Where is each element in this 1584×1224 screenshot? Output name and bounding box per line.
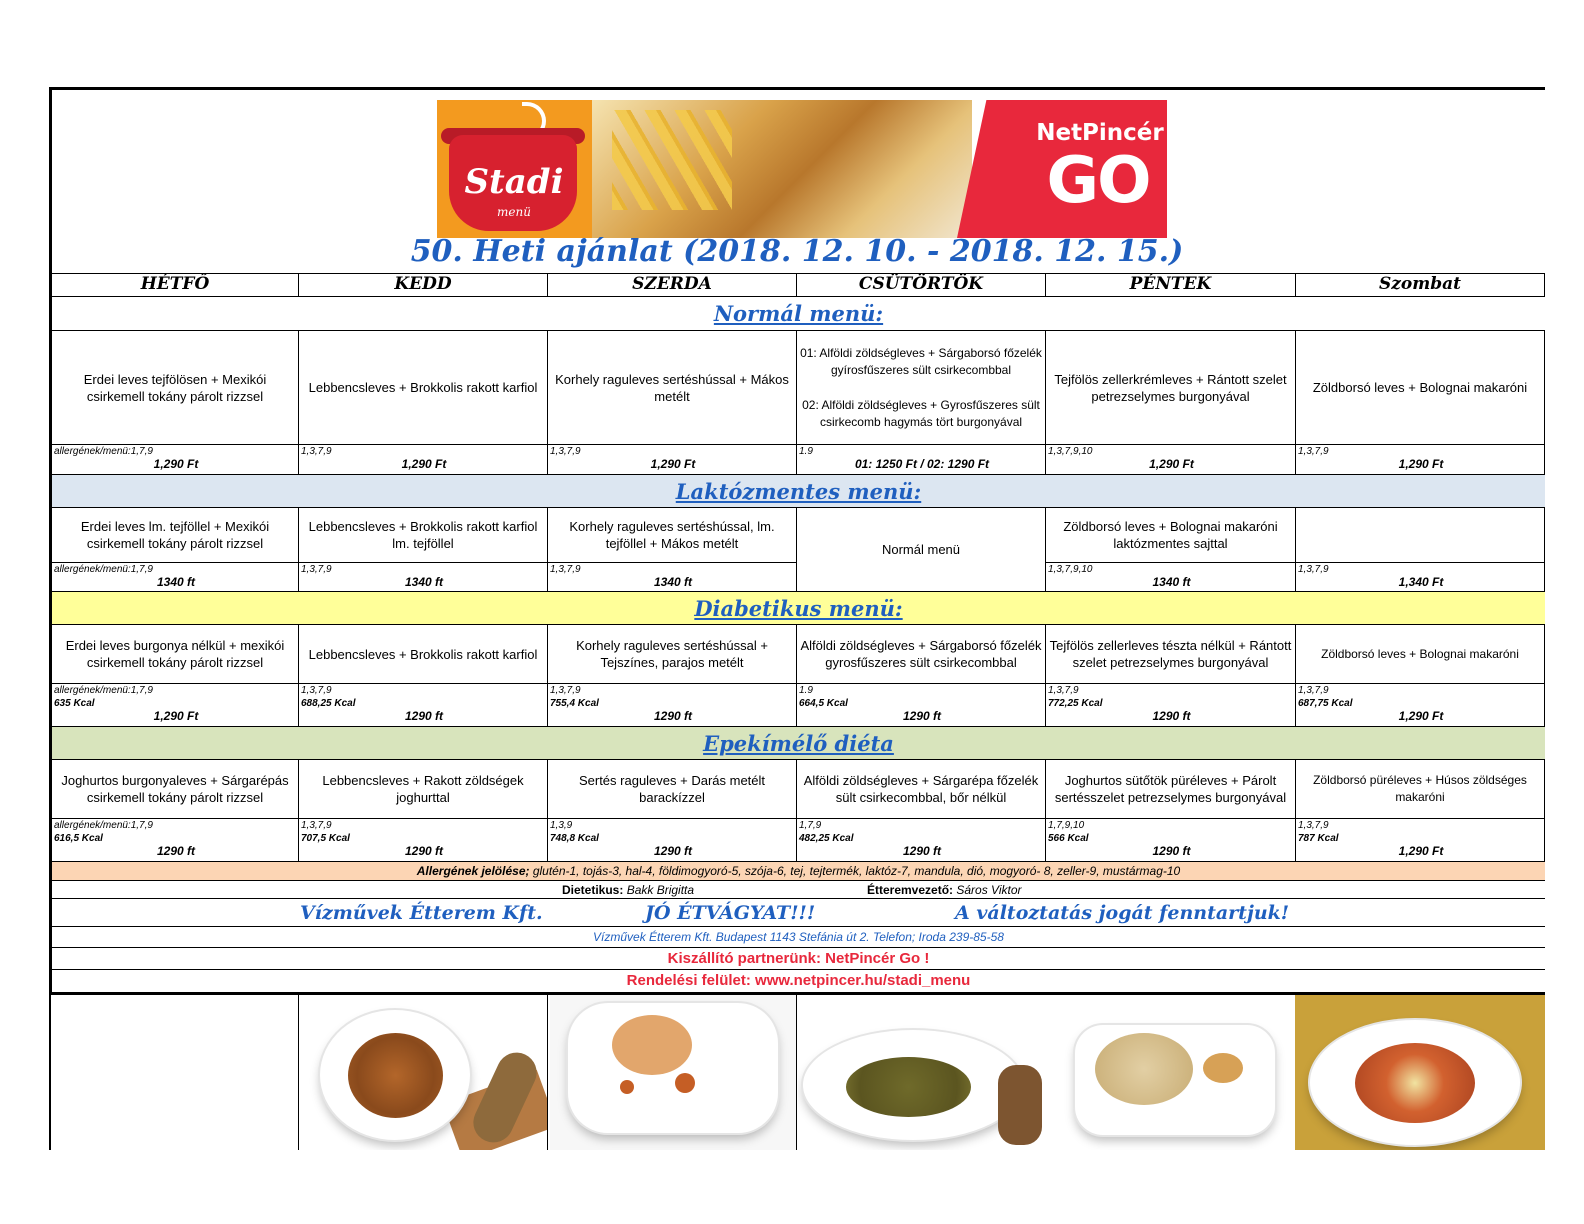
dish-cell [52, 625, 299, 684]
allergen-code: 1,3,7,9 [301, 564, 332, 575]
dish-cell [299, 625, 548, 684]
day-label: KEDD [394, 274, 452, 294]
day-label: PÉNTEK [1129, 274, 1212, 294]
dish-cell [1046, 625, 1296, 684]
rights-note: A változtatás jogát fenntartjuk! [955, 902, 1290, 924]
dish-cell [299, 760, 548, 819]
kcal-value: 482,25 Kcal [799, 833, 854, 844]
allergen-code: 1.9 [799, 685, 813, 696]
stadi-logo-sub: menü [497, 205, 531, 219]
manager-name: Sáros Viktor [953, 883, 1022, 897]
allergen-code: allergének/menü:1,7,9 [54, 446, 153, 457]
dish-name: Korhely raguleves sertéshússal, lm. tejföllel + Mákos metélt [569, 519, 775, 551]
allergen-code: 1.9 [799, 446, 813, 457]
dish-name: Lebbencsleves + Brokkolis rakott karfiol [308, 380, 538, 395]
food-photo-wed [550, 995, 796, 1150]
price-value: 1290 ft [902, 844, 942, 858]
dish-cell [548, 760, 797, 819]
food-photo-sat [1295, 995, 1545, 1150]
price-value: 1,290 Ft [1398, 709, 1444, 723]
day-label: CSÜTÖRTÖK [858, 274, 984, 294]
allergen-code: 1,3,7,9 [301, 820, 332, 831]
dish-name: Tejfölös zellerleves tészta nélkül + Rántott szelet petrezselymes burgonyával [1049, 638, 1292, 670]
kcal-value: 688,25 Kcal [301, 698, 356, 709]
section-epe-title: Epekímélő diéta [52, 727, 1545, 760]
pasta-food [612, 1015, 692, 1075]
dish-name: Erdei leves tejfölösen + Mexikói csirkemell tokány párolt rizzsel [83, 371, 267, 404]
dish-option-1: 01: Alföldi zöldségleves + Sárgaborsó főzelék gyírosfűszeres sült csirkecombbal [800, 345, 1042, 377]
dish-name: Zöldborsó leves + Bolognai makaróni [1321, 646, 1519, 661]
info-cell [299, 819, 548, 862]
info-cell [52, 445, 299, 475]
dish-cell [1296, 331, 1545, 445]
info-cell [1296, 563, 1545, 592]
info-cell [1296, 819, 1545, 862]
price-value: 1,290 Ft [401, 457, 447, 471]
allergen-code: 1,3,7,9 [301, 446, 332, 457]
food-photo-thu [798, 995, 1042, 1150]
dish-name: Zöldborsó püréleves + Húsos zöldséges makaróni [1313, 773, 1527, 804]
allergen-code: 1,3,7,9 [1298, 685, 1329, 696]
dish-cell [299, 331, 548, 445]
day-header-4 [1046, 273, 1296, 297]
allergen-code: allergének/menü:1,7,9 [54, 685, 153, 696]
divider [547, 995, 548, 1150]
allergen-code: 1,7,9 [799, 820, 822, 831]
dish-cell [548, 625, 797, 684]
stadi-logo-text: Stadi [464, 162, 564, 202]
allergen-code: 1,3,7,9 [550, 685, 581, 696]
kcal-value: 707,5 Kcal [301, 833, 350, 844]
section-laktoz-title: Laktózmentes menü: [52, 475, 1545, 508]
dish-name: Normál menü [881, 542, 961, 557]
dish-cell [1296, 760, 1545, 819]
dietitian-label: Dietetikus: [562, 883, 624, 897]
price-value: 1,290 Ft [153, 457, 199, 471]
price-value: 1290 ft [653, 844, 693, 858]
info-cell [299, 445, 548, 475]
price-value: 1290 ft [156, 844, 196, 858]
price-value: 1,290 Ft [153, 709, 199, 723]
info-cell [548, 819, 797, 862]
price-value: 1290 ft [902, 709, 942, 723]
info-cell [52, 819, 299, 862]
go-logo-text: GO [1046, 144, 1150, 218]
allergen-label: Allergének jelölése; [416, 864, 530, 878]
allergen-code: 1,3,7,9 [550, 564, 581, 575]
dish-cell [52, 508, 299, 563]
kcal-value: 772,25 Kcal [1048, 698, 1103, 709]
dish-name: Joghurtos sütőtök püréleves + Párolt sertésszelet petrezselymes burgonyával [1054, 773, 1287, 805]
info-cell [1046, 684, 1296, 727]
section-diab-title: Diabetikus menü: [52, 592, 1545, 625]
bon-appetit: JÓ ÉTVÁGYAT!!! [645, 902, 816, 924]
dish-name: Lebbencsleves + Brokkolis rakott karfiol lm. tejföllel [308, 519, 538, 551]
kcal-value: 748,8 Kcal [550, 833, 599, 844]
dish-name: Erdei leves lm. tejföllel + Mexikói csirkemell tokány párolt rizzsel [80, 519, 270, 551]
dish-cell [52, 760, 299, 819]
dish-cell [1296, 508, 1545, 563]
dish-option-2: 02: Alföldi zöldségleves + Gyrosfűszeres sült csirkecomb hagymás tört burgonyával [802, 397, 1040, 429]
dish-name: Tejfölös zellerkrémleves + Rántott szelet petrezselymes burgonyával [1054, 371, 1287, 404]
price-value: 1,290 Ft [1398, 457, 1444, 471]
dish-cell [548, 508, 797, 563]
divider [796, 995, 797, 1150]
dish-name: Alföldi zöldségleves + Sárgarépa főzelék sült csirkecombbal, bőr nélkül [803, 773, 1039, 805]
price-value: 1290 ft [1152, 709, 1191, 723]
address-line: Vízművek Étterem Kft. Budapest 1143 Stefánia út 2. Telefon; Iroda 239-85-58 [52, 927, 1545, 948]
allergen-code: 1,3,7,9 [1298, 564, 1329, 575]
section-normal-title: Normál menü: [52, 297, 1545, 331]
week-title: 50. Heti ajánlat (2018. 12. 10. - 2018. 12. 15.) [410, 234, 1184, 269]
croutons [1203, 1053, 1243, 1083]
stew-food [348, 1033, 443, 1118]
company-name: Vízművek Étterem Kft. [300, 902, 543, 924]
sauce-drop [675, 1073, 695, 1093]
day-header-5 [1296, 273, 1545, 297]
price-value: 1,290 Ft [650, 457, 696, 471]
info-cell [797, 445, 1046, 475]
day-label: SZERDA [632, 274, 712, 294]
price-value: 1340 ft [653, 575, 693, 589]
dish-cell [1046, 760, 1296, 819]
allergen-code: 1,3,7,9,10 [1048, 564, 1093, 575]
price-value: 1340 ft [1152, 575, 1191, 589]
price-value: 1290 ft [1152, 844, 1191, 858]
allergen-code: 1,3,7,9 [1298, 446, 1329, 457]
staff-row [52, 881, 1545, 899]
info-cell [548, 563, 797, 592]
price-value: 1340 ft [156, 575, 196, 589]
info-cell [299, 684, 548, 727]
soup-food [846, 1057, 971, 1117]
divider [49, 995, 51, 1150]
dish-name: Lebbencsleves + Brokkolis rakott karfiol [308, 646, 538, 662]
dish-name: Sertés raguleves + Darás metélt barackízzel [578, 773, 766, 805]
price-value: 1,290 Ft [1149, 457, 1194, 471]
dietitian-name: Bakk Brigitta [623, 883, 695, 897]
netpincer-logo-text: NetPincér [1036, 120, 1164, 146]
price-value: 01: 1250 Ft / 02: 1290 Ft [854, 457, 990, 471]
price-value: 1290 ft [404, 709, 444, 723]
dish-cell [797, 508, 1046, 592]
info-cell [797, 819, 1046, 862]
kcal-value: 566 Kcal [1048, 833, 1089, 844]
kcal-value: 687,75 Kcal [1298, 698, 1353, 709]
kcal-value: 664,5 Kcal [799, 698, 848, 709]
dish-name: Korhely raguleves sertéshússal + Tejszínes, parajos metélt [576, 638, 768, 670]
info-cell [299, 563, 548, 592]
dish-name: Lebbencsleves + Rakott zöldségek joghurttal [322, 773, 524, 805]
dish-cell [1296, 625, 1545, 684]
kcal-value: 787 Kcal [1298, 833, 1339, 844]
allergen-legend [52, 862, 1545, 881]
allergen-code: allergének/menü:1,7,9 [54, 820, 153, 831]
manager-label: Étteremvezető: [867, 883, 954, 897]
bolognese-food [1355, 1043, 1475, 1123]
divider [298, 995, 299, 1150]
delivery-partner: Kiszállító partnerünk: NetPincér Go ! [52, 948, 1545, 970]
info-cell [797, 684, 1046, 727]
allergen-text: glutén-1, tojás-3, hal-4, földimogyoró-5, szója-6, tej, tejtermék, laktóz-7, mandula, dió, mogyoró- 8, zeller-9, mustármag-10 [529, 864, 1181, 878]
dish-name: Zöldborsó leves + Bolognai makaróni [1312, 380, 1528, 395]
kcal-value: 635 Kcal [54, 698, 95, 709]
dish-name: Korhely raguleves sertéshússal + Mákos metélt [555, 371, 789, 404]
allergen-code: 1,3,9 [550, 820, 573, 831]
kcal-value: 755,4 Kcal [550, 698, 599, 709]
dish-name: Zöldborsó leves + Bolognai makaróni laktózmentes sajttal [1063, 519, 1278, 551]
allergen-code: allergének/menü:1,7,9 [54, 564, 153, 575]
dish-cell [1046, 331, 1296, 445]
allergen-code: 1,3,7,9 [1298, 820, 1329, 831]
dish-name: Joghurtos burgonyaleves + Sárgarépás csirkemell tokány párolt rizzsel [61, 773, 289, 805]
dish-cell [548, 331, 797, 445]
dish-cell [1046, 508, 1296, 563]
allergen-code: 1,3,7,9 [301, 685, 332, 696]
day-label: HÉTFŐ [140, 274, 210, 294]
price-value: 1340 ft [404, 575, 444, 589]
day-header-1 [299, 273, 548, 297]
allergen-code: 1,3,7,9 [550, 446, 581, 457]
info-cell [52, 563, 299, 592]
info-cell [1046, 819, 1296, 862]
price-value: 1290 ft [404, 844, 444, 858]
food-photo-fri [1045, 995, 1293, 1150]
dish-cell [797, 760, 1046, 819]
info-cell [1296, 445, 1545, 475]
bread [998, 1065, 1042, 1145]
price-value: 1,290 Ft [1398, 844, 1444, 858]
dish-cell [797, 331, 1046, 445]
day-header-0 [52, 273, 299, 297]
dish-name: Erdei leves burgonya nélkül + mexikói csirkemell tokány párolt rizzsel [65, 638, 285, 670]
price-value: 1290 ft [653, 709, 693, 723]
dish-cell [299, 508, 548, 563]
slogan-row [52, 899, 1545, 927]
dish-name: Alföldi zöldségleves + Sárgaborsó főzelék gyrosfűszeres sült csirkecombbal [800, 638, 1042, 670]
sauce-drop [620, 1080, 634, 1094]
price-value: 1,340 Ft [1398, 575, 1444, 589]
allergen-code: 1,3,7,9 [1048, 685, 1079, 696]
order-url[interactable]: Rendelési felület: www.netpincer.hu/stadi_menu [626, 972, 971, 989]
day-header-3 [797, 273, 1046, 297]
day-label: Szombat [1378, 274, 1461, 294]
food-photo-tue [300, 995, 547, 1150]
info-cell [1046, 445, 1296, 475]
dish-cell [52, 331, 299, 445]
dish-cell [797, 625, 1046, 684]
kcal-value: 616,5 Kcal [54, 833, 103, 844]
info-cell [548, 684, 797, 727]
info-cell [1046, 563, 1296, 592]
allergen-code: 1,3,7,9,10 [1048, 446, 1093, 457]
info-cell [52, 684, 299, 727]
cream-soup-food [1095, 1033, 1193, 1105]
allergen-code: 1,7,9,10 [1048, 820, 1085, 831]
info-cell [1296, 684, 1545, 727]
day-header-2 [548, 273, 797, 297]
info-cell [548, 445, 797, 475]
